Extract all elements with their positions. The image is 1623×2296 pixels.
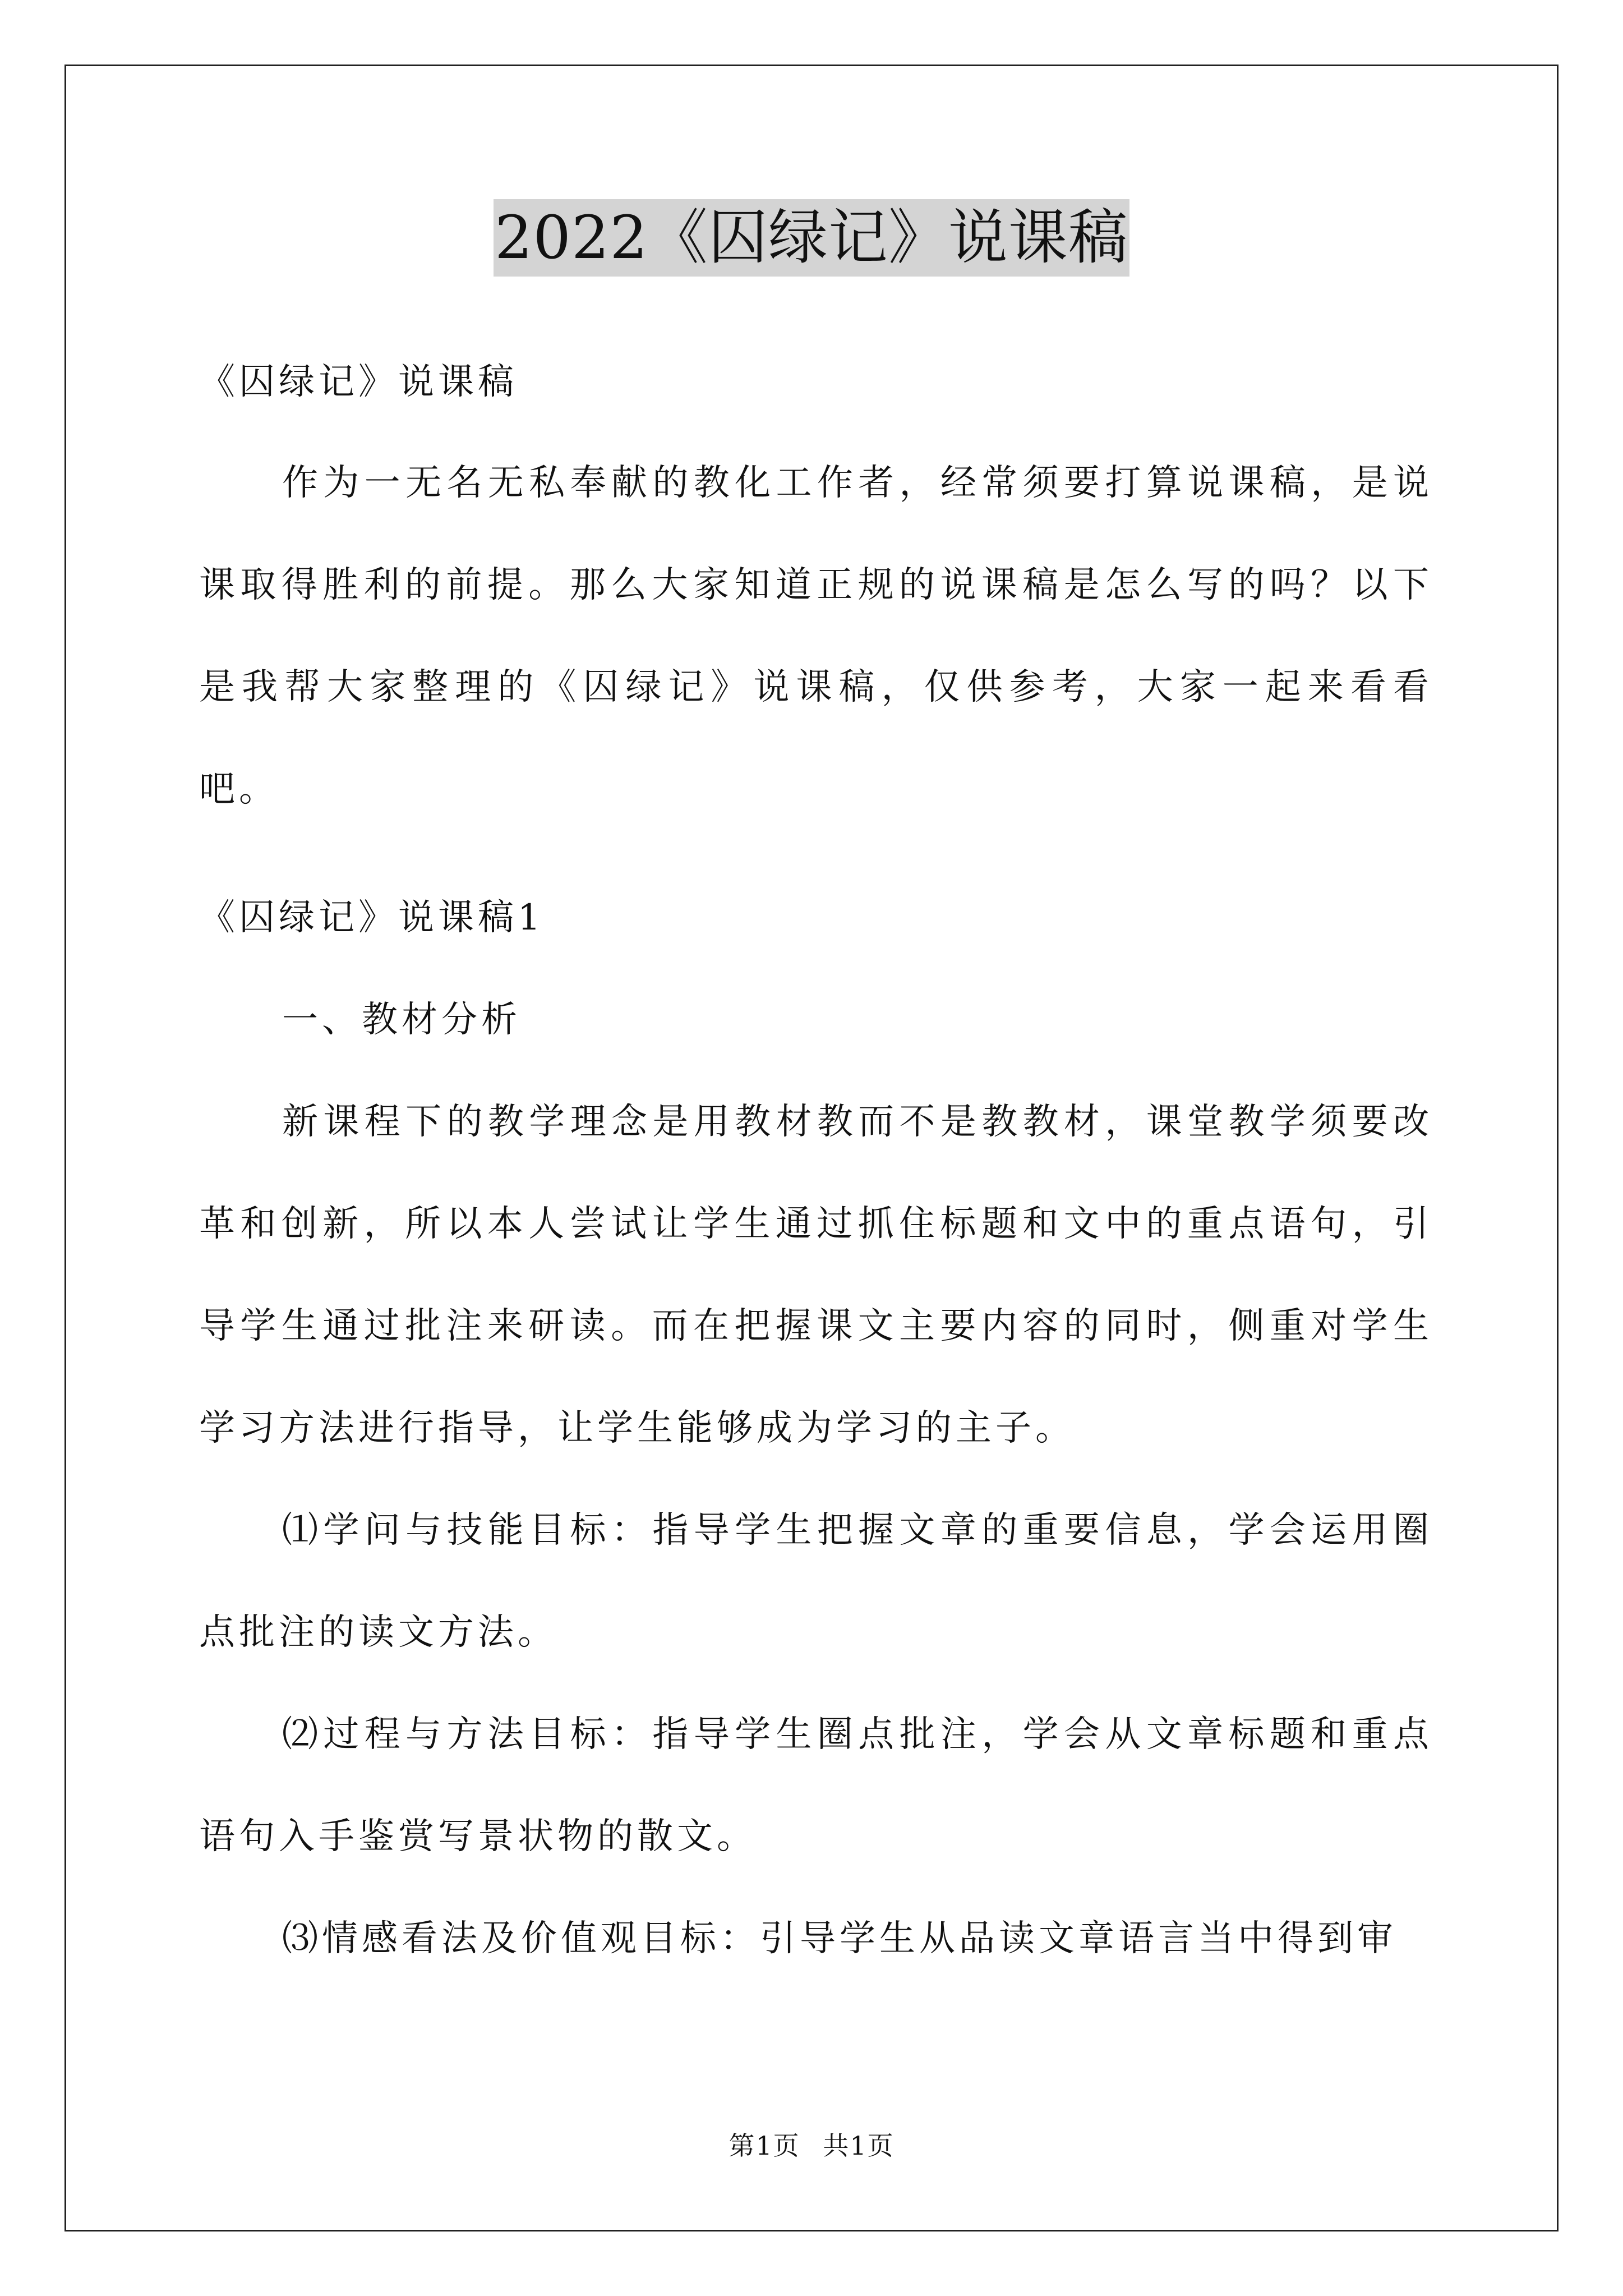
- objective-knowledge: ⑴学问与技能目标：指导学生把握文章的重要信息，学会运用圈点批注的读文方法。: [199, 1510, 1433, 1653]
- subtitle-block: [199, 331, 1433, 433]
- body-paragraph-1: 新课程下的教学理念是用教材教而不是教教材，课堂教学须要改革和创新，所以本人尝试让学生通过抓住标题和文中的重点语句，引导学生通过批注来研读。而在把握课文主要内容的同时，侧重对学生学习方法进行指导，让学生能够成为学习的主子。: [199, 1101, 1433, 1449]
- section-heading: 一、教材分析: [282, 999, 521, 1041]
- section-block: [199, 867, 1433, 1990]
- intro-block: [199, 432, 1433, 840]
- page-number-total: 共1页: [823, 2131, 895, 2161]
- document-subtitle: 《囚绿记》说课稿: [199, 361, 518, 403]
- intro-paragraph: 作为一无名无私奉献的教化工作者，经常须要打算说课稿，是说课取得胜利的前提。那么大家知道正规的说课稿是怎么写的吗？以下是我帮大家整理的《囚绿记》说课稿，仅供参考，大家一起来看看吧。: [199, 462, 1433, 810]
- page-footer: [0, 2129, 1623, 2162]
- objective-process: ⑵过程与方法目标：指导学生圈点批注，学会从文章标题和重点语句入手鉴赏写景状物的散文。: [199, 1714, 1433, 1857]
- title-container: [0, 199, 1623, 277]
- document-title: 2022《囚绿记》说课稿: [494, 199, 1129, 277]
- page-number-current: 第1页: [728, 2131, 800, 2161]
- section-title: 《囚绿记》说课稿1: [199, 897, 545, 938]
- objective-emotion: ⑶情感看法及价值观目标：引导学生从品读文章语言当中得到审: [282, 1918, 1397, 1959]
